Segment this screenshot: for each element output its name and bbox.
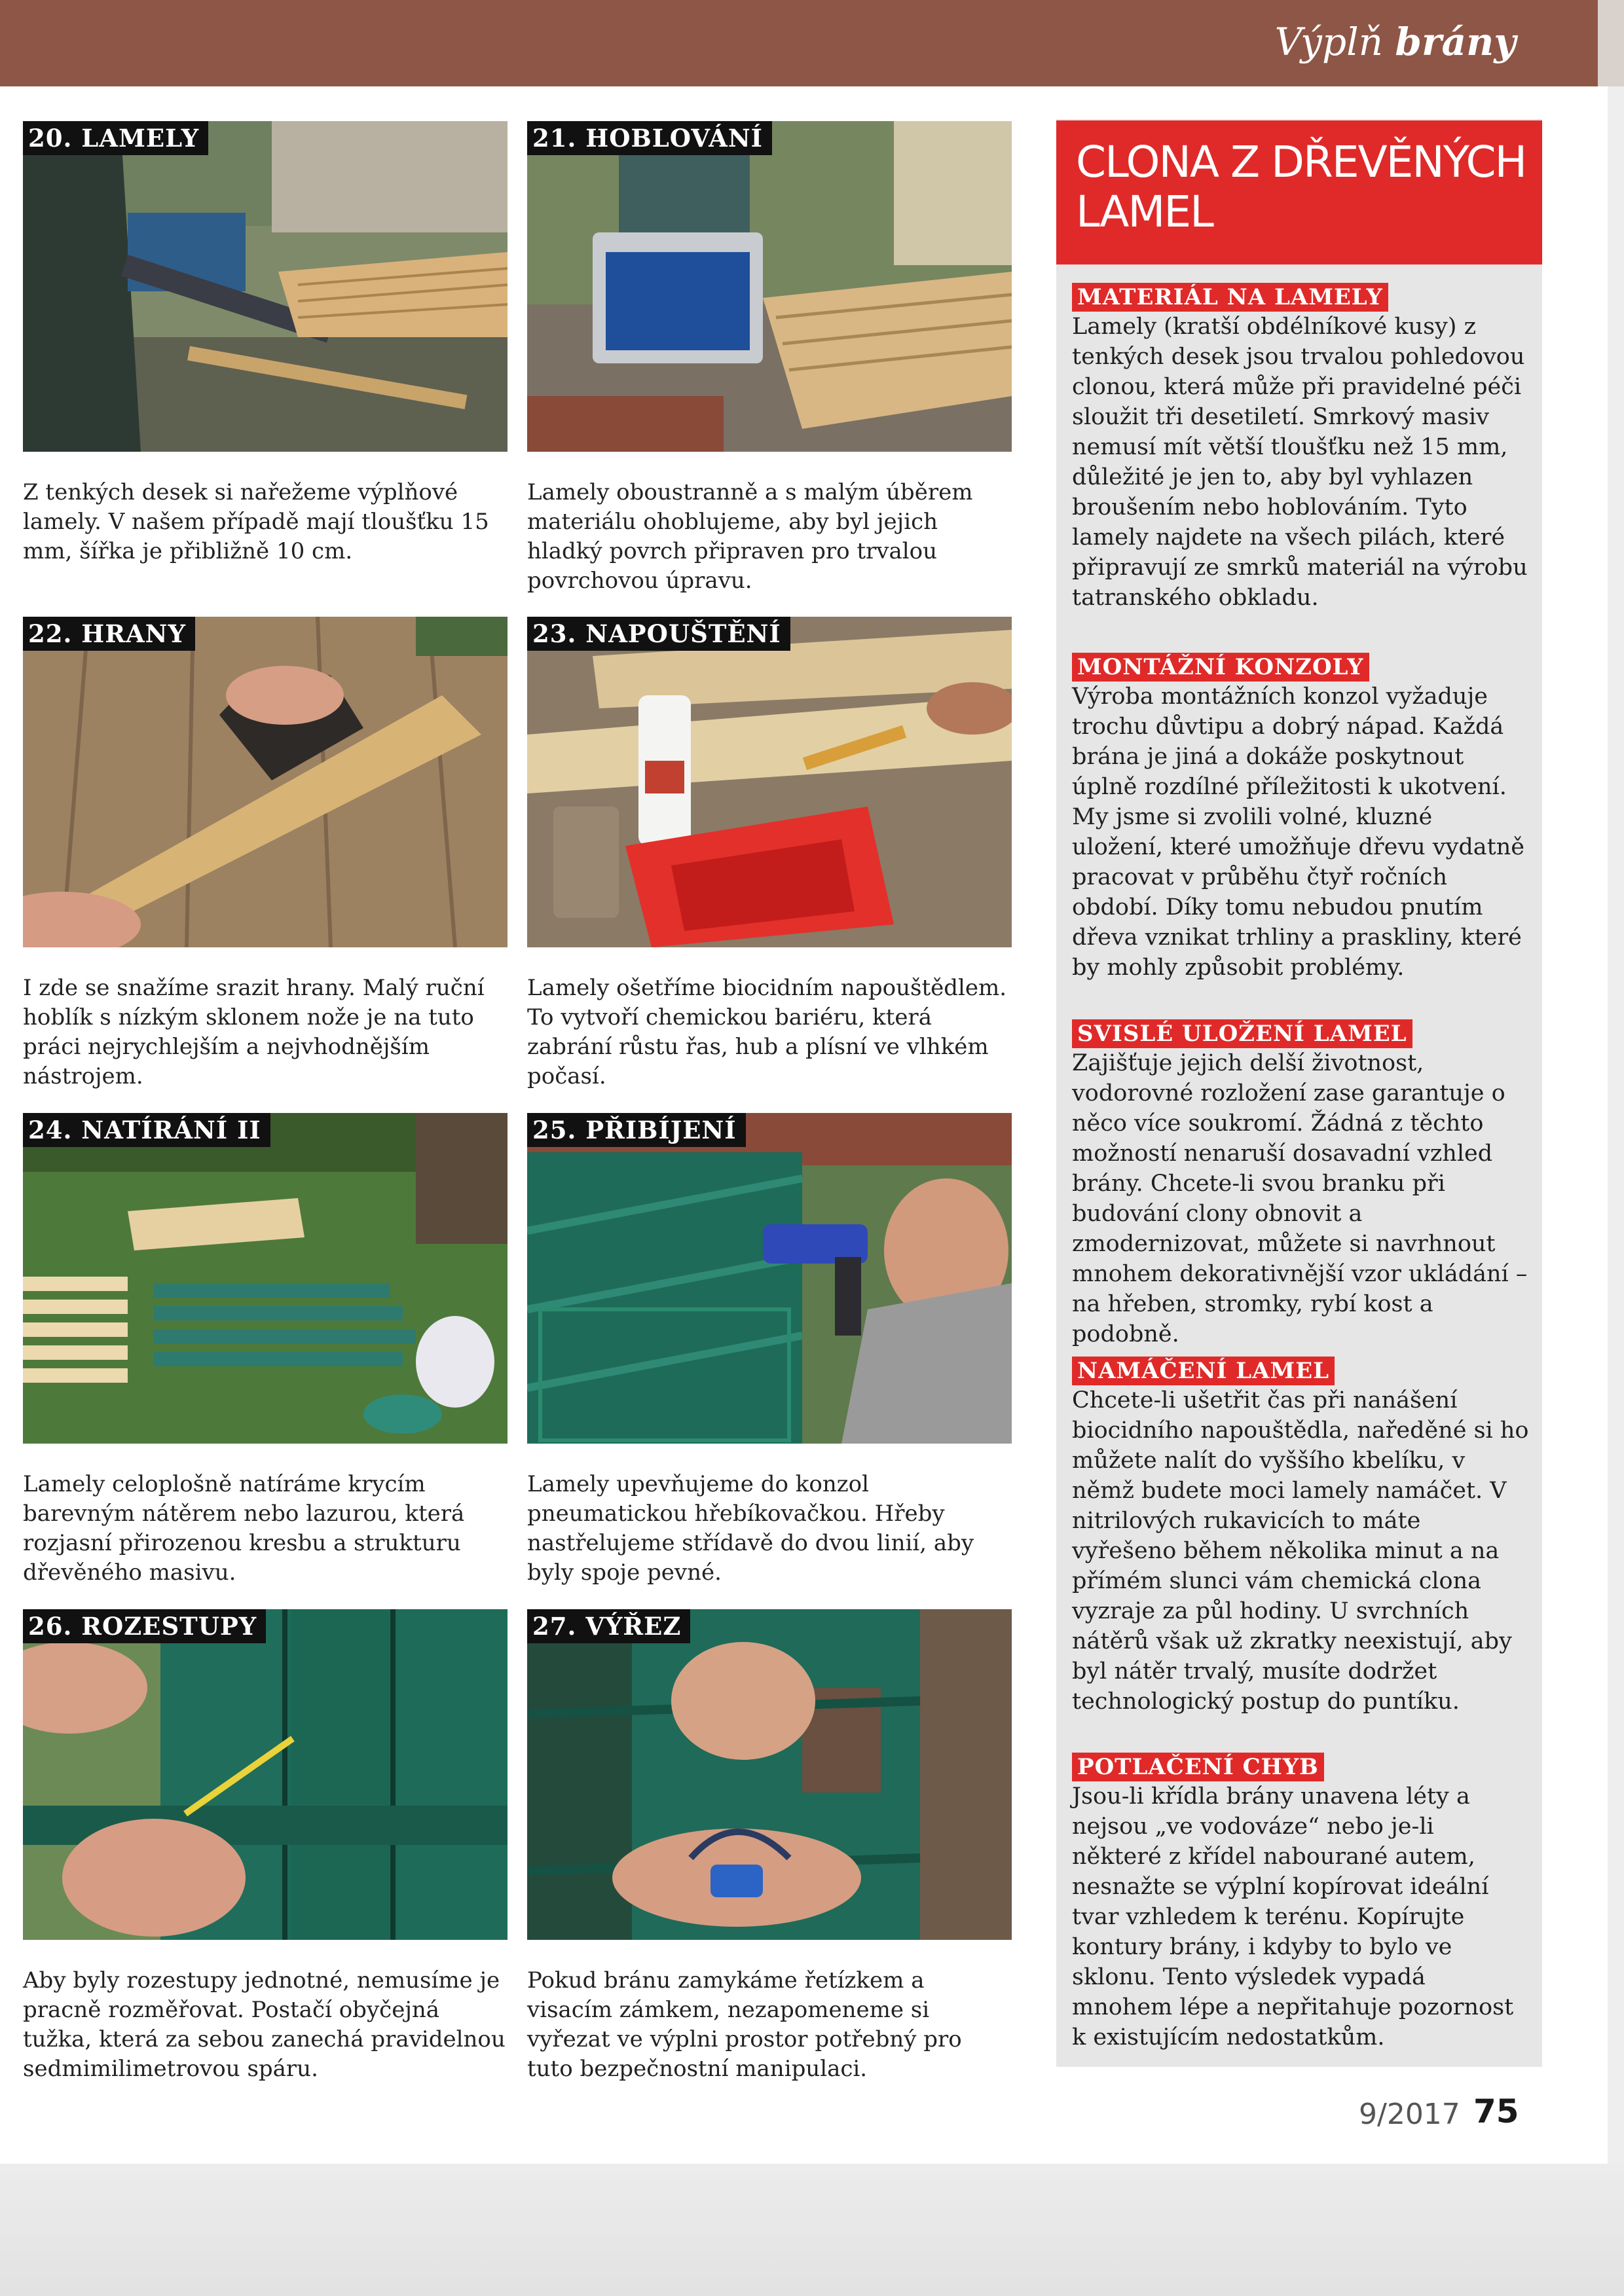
- step-label: 25. PŘIBÍJENÍ: [527, 1113, 746, 1147]
- step-caption: Lamely oboustranně a s malým úběrem materiálu ohoblujeme, aby byl jejich hladký povrch připraven pro trvalou povrchovou úpravu.: [527, 479, 973, 594]
- step-label: 22. HRANY: [23, 617, 195, 651]
- info-box-vertical: [1072, 1019, 1530, 1349]
- info-box-text: Zajišťuje jejich delší životnost, vodorovné rozložení zase garantuje o něco více soukromí. Žádná z těchto možností nenaruší dosavadní vzhled brány. Chcete-li svou branku při budování clony obnovit a zmodernizovat, můžete si navrhnout mnohem dekorativnější vzor ukládání – na hřeben, stromky, rybí kost a podobně.: [1072, 1050, 1528, 1347]
- info-box-soaking: [1072, 1357, 1530, 1717]
- photo-nailing: [527, 1113, 1012, 1444]
- photo-planing: [527, 121, 1012, 452]
- info-sidebar: [1056, 119, 1542, 2067]
- step-label: 21. HOBLOVÁNÍ: [527, 121, 772, 155]
- info-box-material: [1072, 283, 1530, 613]
- step-label: 20. LAMELY: [23, 121, 208, 155]
- info-box-heading: POTLAČENÍ CHYB: [1072, 1753, 1324, 1781]
- step-label: 27. VÝŘEZ: [527, 1609, 690, 1643]
- info-box-text: Výroba montážních konzol vyžaduje trochu důvtipu a dobrý nápad. Každá brána je jiná a dokáže poskytnout úplně rozdílné příležitosti k ukotvení. My jsme si zvolili volné, kluzné uložení, které umožňuje dřevu vydatně pracovat v průběhu čtyř ročních období. Díky tomu nebudou pnutím dřeva vznikat trhliny a praskliny, které by mohly způsobit problémy.: [1072, 683, 1524, 981]
- section-title: [1275, 20, 1516, 64]
- header-edge: [1598, 0, 1624, 86]
- section-title-bold: brány: [1395, 20, 1516, 64]
- issue-date: 9/2017: [1359, 2098, 1460, 2131]
- step-caption: Pokud bránu zamykáme řetízkem a visacím zámkem, nezapomeneme si vyřezat ve výplni prostor potřebný pro tuto bezpečnostní manipulaci.: [527, 1967, 962, 2082]
- info-box-heading: MATERIÁL NA LAMELY: [1072, 283, 1388, 312]
- step-label: 23. NAPOUŠTĚNÍ: [527, 617, 790, 651]
- info-box-heading: NAMÁČENÍ LAMEL: [1072, 1357, 1335, 1385]
- step-label: 24. NATÍRÁNÍ II: [23, 1113, 270, 1147]
- scan-edge-bottom: [0, 2164, 1624, 2296]
- section-title-light: Výplň: [1274, 20, 1383, 64]
- photo-cutout: [527, 1609, 1012, 1940]
- step-caption: Lamely celoplošně natíráme krycím barevným nátěrem nebo lazurou, která rozjasní přirozenou kresbu a strukturu dřevěného masivu.: [23, 1471, 465, 1586]
- step-caption: I zde se snažíme srazit hrany. Malý ruční hoblík s nízkým sklonem nože je na tuto práci nejrychlejším a nejvhodnějším nástrojem.: [23, 975, 485, 1089]
- page-number: 75: [1473, 2092, 1519, 2130]
- info-box-defects: [1072, 1753, 1530, 2052]
- step-caption: Z tenkých desek si nařežeme výplňové lamely. V našem případě mají tloušťku 15 mm, šířka je přibližně 10 cm.: [23, 479, 489, 564]
- photo-impregnation: [527, 617, 1012, 947]
- info-box-brackets: [1072, 653, 1530, 983]
- info-box-text: Chcete-li ušetřit čas při nanášení biocidního napouštědla, naředěné si ho můžete nalít do vyššího kbelíku, v němž budete moci lamely namáčet. V nitrilových rukavicích to máte vyřešeno během několika minut a na přímém slunci vám chemická clona vyzraje za půl hodiny. U svrchních nátěrů však už zkratky neexistují, aby byl nátěr trvalý, musíte dodržet technologický postup do puntíku.: [1072, 1387, 1529, 1715]
- sidebar-title: CLONA Z DŘEVĚNÝCH LAMEL: [1056, 120, 1542, 264]
- photo-painting: [23, 1113, 507, 1444]
- info-box-heading: MONTÁŽNÍ KONZOLY: [1072, 653, 1369, 682]
- photo-sawing-lamellas: [23, 121, 507, 452]
- step-label: 26. ROZESTUPY: [23, 1609, 266, 1643]
- info-box-text: Lamely (kratší obdélníkové kusy) z tenkých desek jsou trvalou pohledovou clonou, která může při pravidelné péči sloužit tři desetiletí. Smrkový masiv nemusí mít větší tloušťku než 15 mm, důležité je jen to, aby byl vyhlazen broušením nebo hoblováním. Tyto lamely najdete na všech pilách, které připravují ze smrků materiál na výrobu tatranského obkladu.: [1072, 314, 1528, 611]
- step-caption: Lamely ošetříme biocidním napouštědlem. To vytvoří chemickou bariéru, která zabrání růstu řas, hub a plísní ve vlhkém počasí.: [527, 975, 1007, 1089]
- scan-edge-right: [1608, 86, 1624, 2164]
- step-caption: Lamely upevňujeme do konzol pneumatickou hřebíkovačkou. Hřeby nastřelujeme střídavě do dvou linií, aby byly spoje pevné.: [527, 1471, 974, 1586]
- step-caption: Aby byly rozestupy jednotné, nemusíme je pracně rozměřovat. Postačí obyčejná tužka, která za sebou zanechá pravidelnou sedmimilimetrovou spáru.: [23, 1967, 506, 2082]
- photo-edge-chamfering: [23, 617, 507, 947]
- photo-spacing: [23, 1609, 507, 1940]
- info-box-heading: SVISLÉ ULOŽENÍ LAMEL: [1072, 1019, 1412, 1048]
- info-box-text: Jsou-li křídla brány unavena léty a nejsou „ve vodováze“ nebo je-li některé z křídel nabourané autem, nesnažte se výplní kopírovat ideální tvar vzhledem k terénu. Kopírujte kontury brány, i kdyby to bylo ve sklonu. Tento výsledek vypadá mnohem lépe a nepřitahuje pozornost k existujícím nedostatkům.: [1072, 1783, 1514, 2050]
